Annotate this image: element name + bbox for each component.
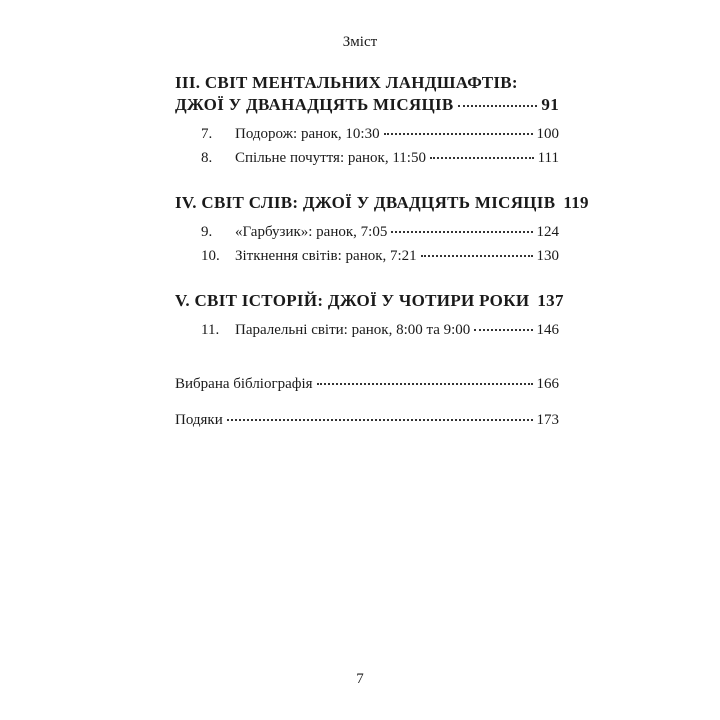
chapter-title: «Гарбузик»: ранок, 7:05: [235, 224, 388, 240]
toc-chapter-entry: [201, 146, 559, 170]
chapter-title: Паралельні світи: ранок, 8:00 та 9:00: [235, 322, 471, 338]
chapter-page-number: 124: [536, 224, 559, 240]
chapter-number: 7.: [201, 126, 213, 142]
section-page-number: 119: [563, 193, 589, 212]
toc-back-entry-acknowledgements: [175, 408, 559, 432]
chapter-page-number: 130: [536, 248, 559, 264]
toc-back-entry-bibliography: [175, 372, 559, 396]
chapter-page-number: 111: [537, 150, 559, 166]
chapter-page-number: 100: [536, 126, 559, 142]
chapter-number: 8.: [201, 150, 213, 166]
chapter-list: [175, 122, 559, 170]
chapter-title: Подорож: ранок, 10:30: [235, 126, 380, 142]
chapter-list: [175, 318, 559, 342]
toc-chapter-entry: [201, 122, 559, 146]
chapter-page-number: 146: [536, 322, 559, 338]
toc-section-4: [175, 192, 589, 268]
page-number: 7: [356, 671, 364, 687]
table-of-contents: [175, 72, 589, 432]
section-title-line2-row: [175, 94, 559, 116]
dot-leader: [384, 133, 533, 135]
section-title-text: V. СВІТ ІСТОРІЙ: ДЖОЇ У ЧОТИРИ РОКИ: [175, 291, 530, 310]
toc-chapter-entry: [201, 244, 559, 268]
dot-leader: [227, 419, 533, 421]
running-head: Зміст: [342, 34, 378, 50]
back-entry-title: Вибрана бібліографія: [175, 376, 313, 392]
chapter-number: 10.: [201, 248, 220, 264]
section-title: [175, 192, 589, 214]
dot-leader: [317, 383, 533, 385]
toc-chapter-entry: [201, 220, 559, 244]
dot-leader: [421, 255, 533, 257]
dot-leader: [391, 231, 532, 233]
back-entry-page-number: 166: [536, 376, 559, 392]
chapter-list: [175, 220, 559, 268]
back-entry-title: Подяки: [175, 412, 223, 428]
dot-leader: [474, 329, 532, 331]
chapter-number: 11.: [201, 322, 220, 338]
section-title: [175, 72, 559, 116]
section-title-line1: III. СВІТ МЕНТАЛЬНИХ ЛАНДШАФТІВ:: [175, 73, 518, 92]
dot-leader: [430, 157, 534, 159]
chapter-number: 9.: [201, 224, 213, 240]
section-page-number: 137: [537, 291, 564, 310]
toc-section-5: [175, 290, 564, 342]
section-page-number: 91: [541, 95, 559, 114]
toc-section-3: [175, 72, 559, 170]
section-title: [175, 290, 564, 312]
toc-chapter-entry: [201, 318, 559, 342]
chapter-title: Зіткнення світів: ранок, 7:21: [235, 248, 417, 264]
section-title-line2: ДЖОЇ У ДВАНАДЦЯТЬ МІСЯЦІВ: [175, 95, 454, 114]
chapter-title: Спільне почуття: ранок, 11:50: [235, 150, 426, 166]
dot-leader: [458, 105, 538, 107]
section-title-text: IV. СВІТ СЛІВ: ДЖОЇ У ДВАДЦЯТЬ МІСЯЦІВ: [175, 193, 556, 212]
back-entry-page-number: 173: [536, 412, 559, 428]
